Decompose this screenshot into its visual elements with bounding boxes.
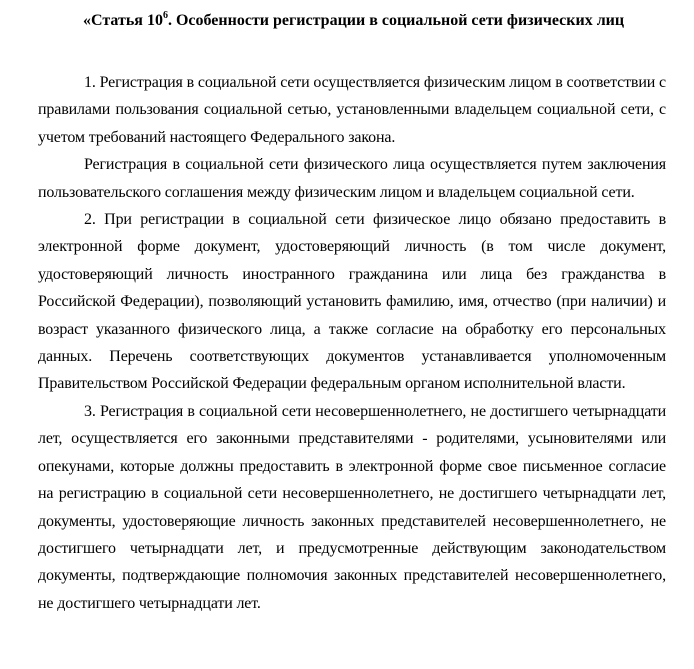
paragraph-1: 1. Регистрация в социальной сети осуществляется физическим лицом в соответствии с правилами пользования социальной сетью, установленными владельцем социальной сети, с учетом требований настоящего Федерального закона. bbox=[38, 74, 666, 146]
paragraph-3: 3. Регистрация в социальной сети несовершеннолетнего, не достигшего четырнадцати лет, осуществляется его законными представителями - родителями, усыновителями или опекунами, которые должны предоставить в электронной форме свое письменное согласие на регистрацию в социальной сети несовершеннолетнего, не достигшего четырнадцати лет, документы, удостоверяющие личность законных представителей несовершеннолетнего, не достигшего четырнадцати лет, и предусмотренные действующим законодательством документы, подтверждающие полномочия законных представителей несовершеннолетнего, не достигшего четырнадцати лет. bbox=[38, 402, 666, 612]
document-page bbox=[38, 0, 666, 617]
article-title-prefix: «Статья 10 bbox=[83, 12, 163, 29]
article-title bbox=[38, 11, 666, 31]
paragraph-1-continued: Регистрация в социальной сети физического лица осуществляется путем заключения пользовательского соглашения между физическим лицом и владельцем социальной сети. bbox=[38, 156, 666, 201]
article-title-superscript: 6 bbox=[162, 9, 168, 21]
paragraph-2: 2. При регистрации в социальной сети физическое лицо обязано предоставить в электронной форме документ, удостоверяющий личность (в том числе документ, удостоверяющий личность иностранного гражданина или лица без гражданства в Российской Федерации), позволяющий установить фамилию, имя, отчество (при наличии) и возраст указанного физического лица, а также согласие на обработку его персональных данных. Перечень соответствующих документов устанавливается уполномоченным Правительством Российской Федерации федеральным органом исполнительной власти. bbox=[38, 211, 666, 393]
article-body bbox=[38, 69, 666, 617]
article-title-rest: . Особенности регистрации в социальной сети физических лиц bbox=[167, 12, 625, 29]
